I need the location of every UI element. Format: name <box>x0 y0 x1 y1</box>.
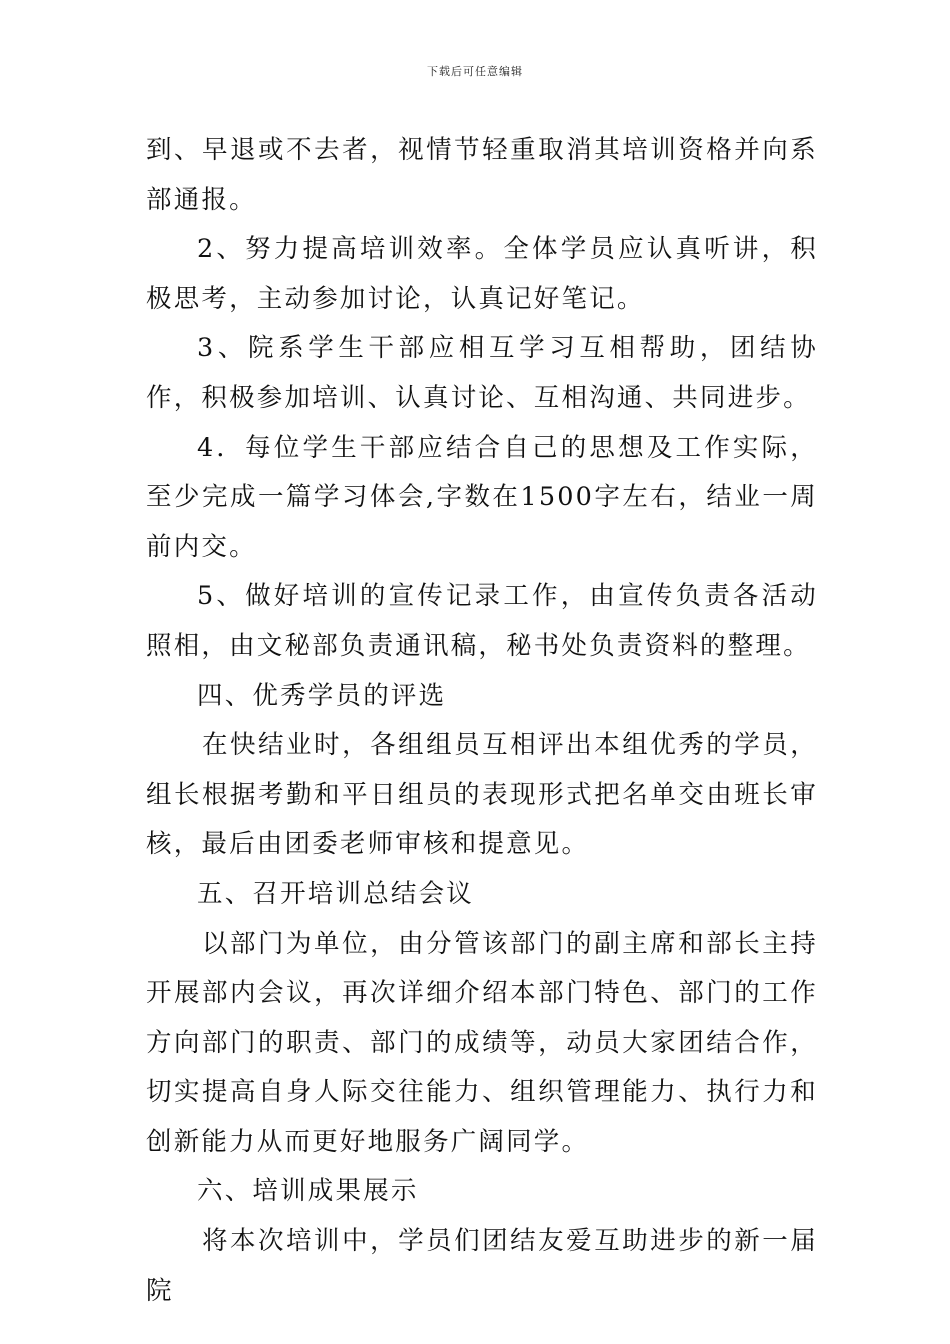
paragraph-meeting: 以部门为单位，由分管该部门的副主席和部长主持开展部内会议，再次详细介绍本部门特色、部门的工作方向部门的职责、部门的成绩等，动员大家团结合作，切实提高自身人际交往能力、组织管理能力、执行力和创新能力从而更好地服务广阔同学。 <box>146 928 818 1157</box>
paragraph-showcase: 将本次培训中，学员们团结友爱互助进步的新一届院 <box>146 1226 818 1306</box>
section-heading-4: 四、优秀学员的评选 <box>197 680 447 711</box>
page-header: 下载后可任意编辑 <box>427 65 523 78</box>
paragraph-item-5: 5、做好培训的宣传记录工作，由宣传负责各活动照相，由文秘部负责通讯稿，秘书处负责资料的整理。 <box>146 581 818 661</box>
paragraph-item-4: 4．每位学生干部应结合自己的思想及工作实际，至少完成一篇学习体会,字数在1500字左右，结业一周前内交。 <box>146 432 818 562</box>
section-heading-5: 五、召开培训总结会议 <box>197 878 475 909</box>
paragraph-attendance-continued: 到、早退或不去者，视情节轻重取消其培训资格并向系部通报。 <box>146 135 818 215</box>
paragraph-item-2: 2、努力提高培训效率。全体学员应认真听讲，积极思考，主动参加讨论，认真记好笔记。 <box>146 234 818 314</box>
paragraph-item-3: 3、院系学生干部应相互学习互相帮助，团结协作，积极参加培训、认真讨论、互相沟通、共同进步。 <box>146 333 818 413</box>
document-body <box>146 126 818 1316</box>
paragraph-selection: 在快结业时，各组组员互相评出本组优秀的学员，组长根据考勤和平日组员的表现形式把名单交由班长审核，最后由团委老师审核和提意见。 <box>146 730 818 860</box>
section-heading-6: 六、培训成果展示 <box>197 1176 419 1207</box>
